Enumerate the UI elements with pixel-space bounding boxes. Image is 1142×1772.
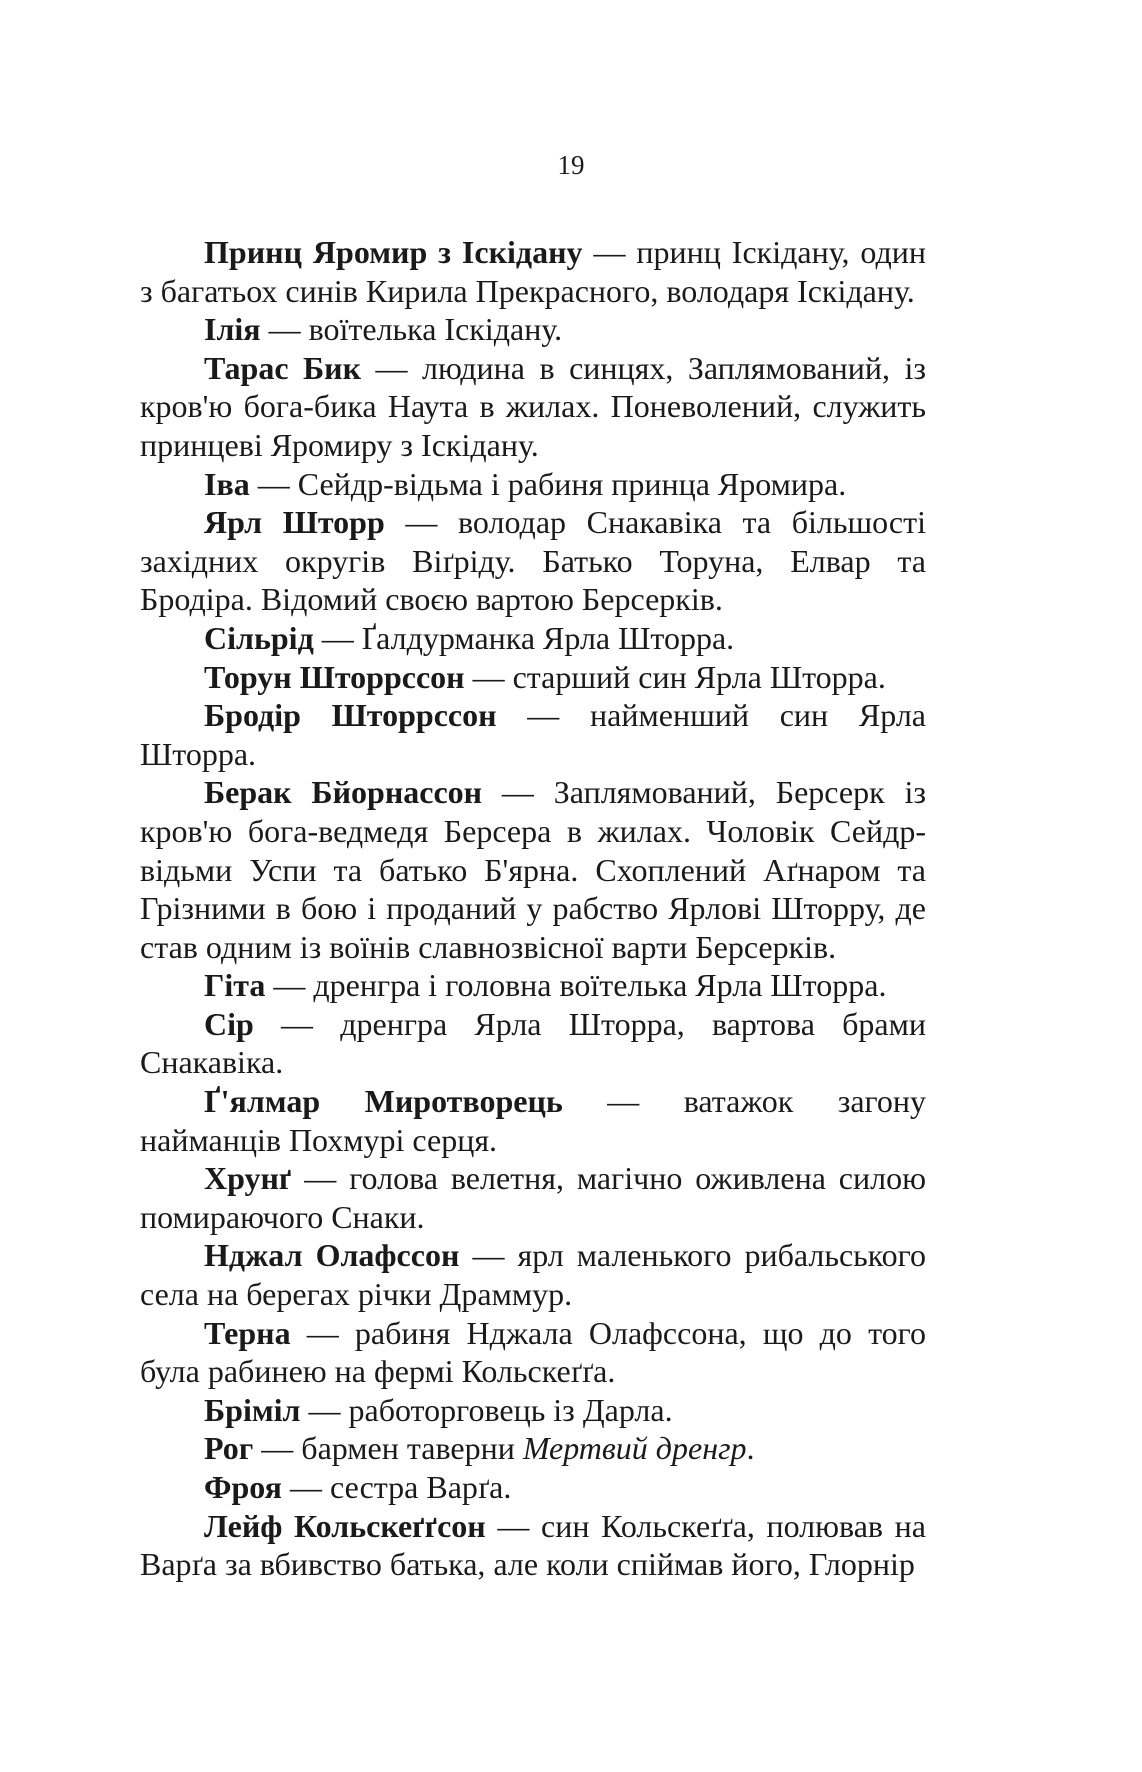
character-name: Бродір Шторрссон — [204, 697, 497, 734]
character-description: — найменший син Ярла Шторра. — [140, 697, 926, 772]
character-description: — володар Снакавіка та більшості західних округів Віґріду. Батько Торуна, Елвар та Бродіра. Відомий своєю вартою Берсерків. — [140, 504, 927, 618]
character-entry — [140, 349, 926, 465]
character-description: — воїтелька Іскідану. — [260, 311, 563, 348]
character-entry — [140, 619, 926, 658]
page-number: 19 — [557, 150, 585, 180]
character-entry — [140, 1429, 926, 1468]
character-entry — [140, 1468, 926, 1507]
character-description: — Сейдр-відьма і рабиня принца Яромира. — [249, 465, 847, 502]
character-description: — бармен таверни — [253, 1430, 523, 1467]
character-name: Сільрід — [204, 619, 314, 656]
character-description: — рабиня Нджала Олафссона, що до того була рабинею на фермі Кольскеґґа. — [140, 1314, 926, 1390]
character-entry — [140, 503, 926, 619]
tavern-name: Мертвий дренгр — [522, 1430, 747, 1467]
character-name: Сір — [204, 1005, 254, 1042]
character-description-tail: . — [746, 1430, 755, 1467]
character-description: — людина в синцях, Заплямований, із кров'ю бога-бика Наута в жилах. Поневолений, служить принцеві Яромиру з Іскідану. — [140, 349, 927, 463]
character-name: Терна — [204, 1314, 291, 1351]
character-name: Ґ'ялмар Миротворець — [204, 1083, 563, 1120]
character-entry — [140, 233, 926, 310]
character-description: — Ґалдурманка Ярла Шторра. — [313, 619, 735, 656]
character-entry — [140, 1005, 926, 1082]
character-description: — голова велетня, магічно оживлена силою помираючого Снаки. — [140, 1160, 926, 1235]
character-name: Тарас Бик — [204, 349, 362, 386]
character-description: — ярл маленького рибальського села на берегах річки Драммур. — [140, 1237, 926, 1313]
character-name: Ярл Шторр — [204, 504, 385, 541]
character-description: — дренгра і головна воїтелька Ярла Шторра. — [265, 967, 887, 1004]
character-description: — дренгра Ярла Шторра, вартова брами Снакавіка. — [140, 1005, 926, 1081]
character-list — [140, 233, 926, 1584]
character-name: Фроя — [204, 1469, 282, 1505]
character-entry — [140, 658, 926, 697]
character-name: Хрунґ — [204, 1160, 292, 1197]
character-entry — [140, 773, 926, 966]
character-entry — [140, 1507, 926, 1584]
character-name: Бріміл — [204, 1391, 301, 1428]
character-description: — Заплямований, Берсерк із кров'ю бога-ведмедя Берсера в жилах. Чоловік Сейдр-відьми Успи та батько Б'ярна. Схоплений Аґнаром та Грізними в бою і проданий у рабство Ярлові Шторру, де став одним із воїнів славнозвісної варти Берсерків. — [140, 774, 926, 965]
character-description: — работорговець із Дарла. — [300, 1391, 673, 1428]
character-entry — [140, 310, 926, 349]
character-name: Торун Шторрссон — [204, 658, 465, 695]
character-description: — старший син Ярла Шторра. — [464, 658, 886, 695]
character-entry — [140, 1236, 926, 1313]
character-description: — принц Іскідану, один з багатьох синів Кирила Прекрасного, володаря Іскідану. — [140, 234, 927, 309]
character-name: Іва — [204, 465, 250, 502]
character-entry — [140, 1159, 926, 1236]
character-name: Ілія — [204, 311, 261, 348]
character-description: — син Кольскеґґа, полював на Варґа за вбивство батька, але коли спіймав його, Глорнір — [140, 1507, 927, 1583]
character-description: — ватажок загону найманців Похмурі серця. — [140, 1083, 926, 1158]
character-name: Рог — [204, 1430, 254, 1467]
character-entry — [140, 465, 926, 504]
character-name: Лейф Кольскеґґсон — [204, 1507, 486, 1544]
character-name: Гіта — [204, 967, 266, 1004]
character-entry — [140, 1314, 926, 1391]
character-name: Принц Яромир з Іскідану — [204, 234, 583, 270]
character-entry — [140, 696, 926, 773]
character-entry — [140, 1082, 926, 1159]
character-name: Берак Бйорнассон — [204, 774, 483, 811]
character-entry — [140, 1391, 926, 1430]
character-name: Нджал Олафссон — [204, 1237, 460, 1274]
character-description: — сестра Варґа. — [281, 1469, 512, 1505]
character-entry — [140, 966, 926, 1005]
